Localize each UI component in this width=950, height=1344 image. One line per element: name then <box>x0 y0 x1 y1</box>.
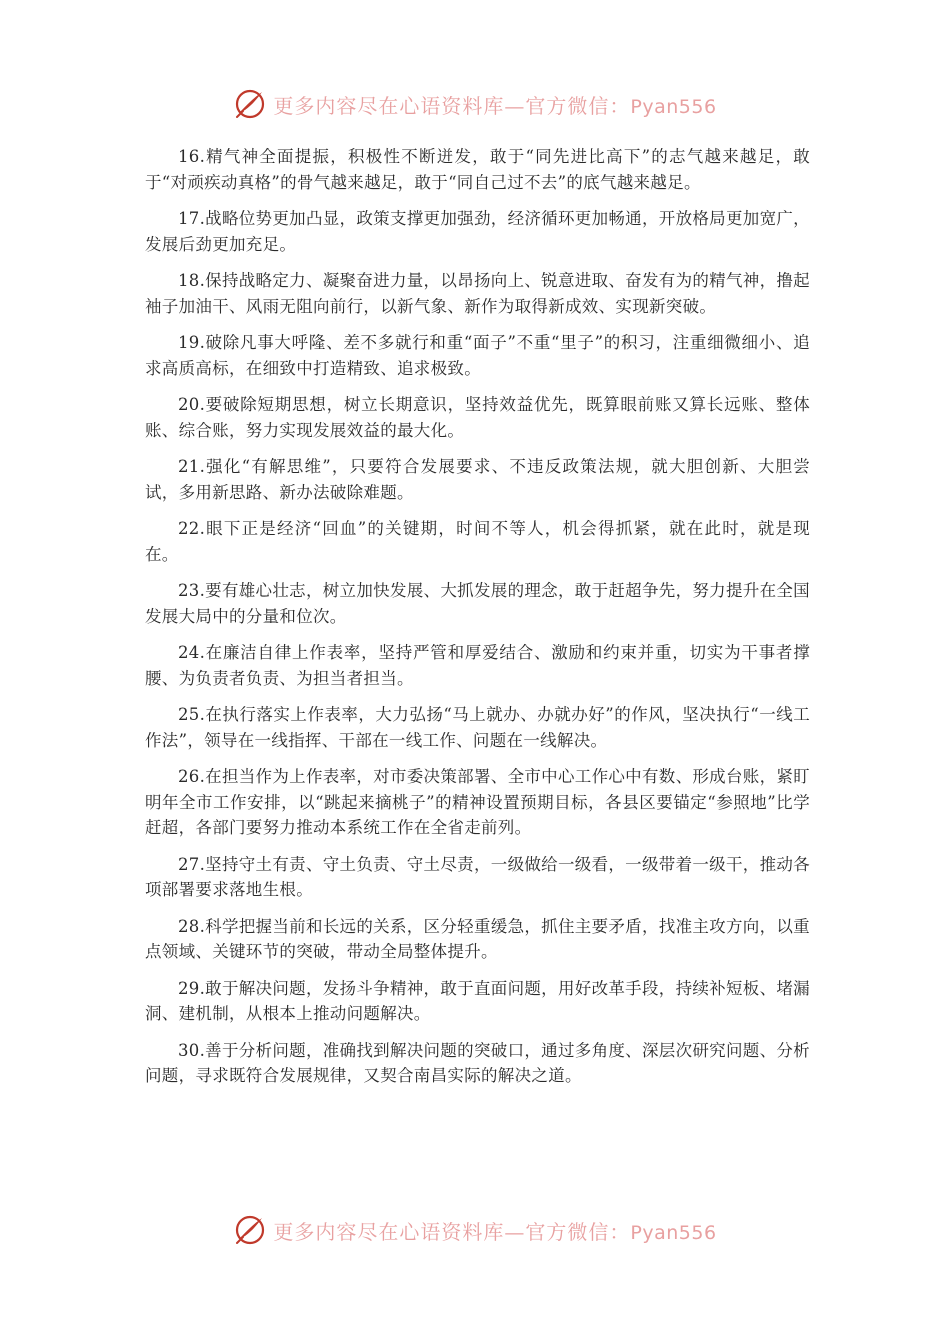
quill-logo-icon <box>233 1213 267 1247</box>
header-banner <box>0 84 950 124</box>
paragraph-18: 18.保持战略定力、凝聚奋进力量，以昂扬向上、锐意进取、奋发有为的精气神，撸起袖子加油干、风雨无阻向前行，以新气象、新作为取得新成效、实现新突破。 <box>145 271 810 316</box>
header-banner-label: 更多内容尽在心语资料库—官方微信： <box>273 93 631 118</box>
footer-wechat-id: Pyan556 <box>630 1221 717 1244</box>
footer-banner-label: 更多内容尽在心语资料库—官方微信： <box>273 1219 631 1244</box>
paragraph-17: 17.战略位势更加凸显，政策支撑更加强劲，经济循环更加畅通，开放格局更加宽广，发展后劲更加充足。 <box>145 209 810 254</box>
footer-banner-text <box>273 1216 716 1245</box>
paragraph-21: 21.强化“有解思维”，只要符合发展要求、不违反政策法规，就大胆创新、大胆尝试，多用新思路、新办法破除难题。 <box>145 457 810 502</box>
paragraph-26: 26.在担当作为上作表率，对市委决策部署、全市中心工作心中有数、形成台账，紧盯明年全市工作安排，以“跳起来摘桃子”的精神设置预期目标，各县区要锚定“参照地”比学赶超，各部门要努力推动本系统工作在全省走前列。 <box>145 767 810 837</box>
paragraph-19: 19.破除凡事大呼隆、差不多就行和重“面子”不重“里子”的积习，注重细微细小、追求高质高标，在细致中打造精致、追求极致。 <box>145 333 810 378</box>
header-wechat-id: Pyan556 <box>630 95 717 118</box>
paragraph-25: 25.在执行落实上作表率，大力弘扬“马上就办、办就办好”的作风，坚决执行“一线工作法”，领导在一线指挥、干部在一线工作、问题在一线解决。 <box>145 705 810 750</box>
paragraph-29: 29.敢于解决问题，发扬斗争精神，敢于直面问题，用好改革手段，持续补短板、堵漏洞、建机制，从根本上推动问题解决。 <box>145 978 810 1023</box>
quill-logo-icon <box>233 87 267 121</box>
paragraph-30: 30.善于分析问题，准确找到解决问题的突破口，通过多角度、深层次研究问题、分析问题，寻求既符合发展规律，又契合南昌实际的解决之道。 <box>145 1040 810 1085</box>
footer-banner <box>0 1210 950 1250</box>
paragraph-27: 27.坚持守土有责、守土负责、守土尽责，一级做给一级看，一级带着一级干，推动各项部署要求落地生根。 <box>145 854 810 899</box>
paragraph-24: 24.在廉洁自律上作表率，坚持严管和厚爱结合、激励和约束并重，切实为干事者撑腰、为负责者负责、为担当者担当。 <box>145 643 810 688</box>
paragraph-22: 22.眼下正是经济“回血”的关键期，时间不等人，机会得抓紧，就在此时，就是现在。 <box>145 519 810 564</box>
header-banner-text <box>273 90 716 119</box>
paragraph-20: 20.要破除短期思想，树立长期意识，坚持效益优先，既算眼前账又算长远账、整体账、综合账，努力实现发展效益的最大化。 <box>145 395 810 440</box>
paragraph-16: 16.精气神全面提振，积极性不断迸发，敢于“同先进比高下”的志气越来越足，敢于“对顽疾动真格”的骨气越来越足，敢于“同自己过不去”的底气越来越足。 <box>145 147 810 192</box>
paragraph-28: 28.科学把握当前和长远的关系，区分轻重缓急，抓住主要矛盾，找准主攻方向，以重点领域、关键环节的突破，带动全局整体提升。 <box>145 916 810 961</box>
document-body <box>145 144 810 1100</box>
paragraph-23: 23.要有雄心壮志，树立加快发展、大抓发展的理念，敢于赶超争先，努力提升在全国发展大局中的分量和位次。 <box>145 581 810 626</box>
